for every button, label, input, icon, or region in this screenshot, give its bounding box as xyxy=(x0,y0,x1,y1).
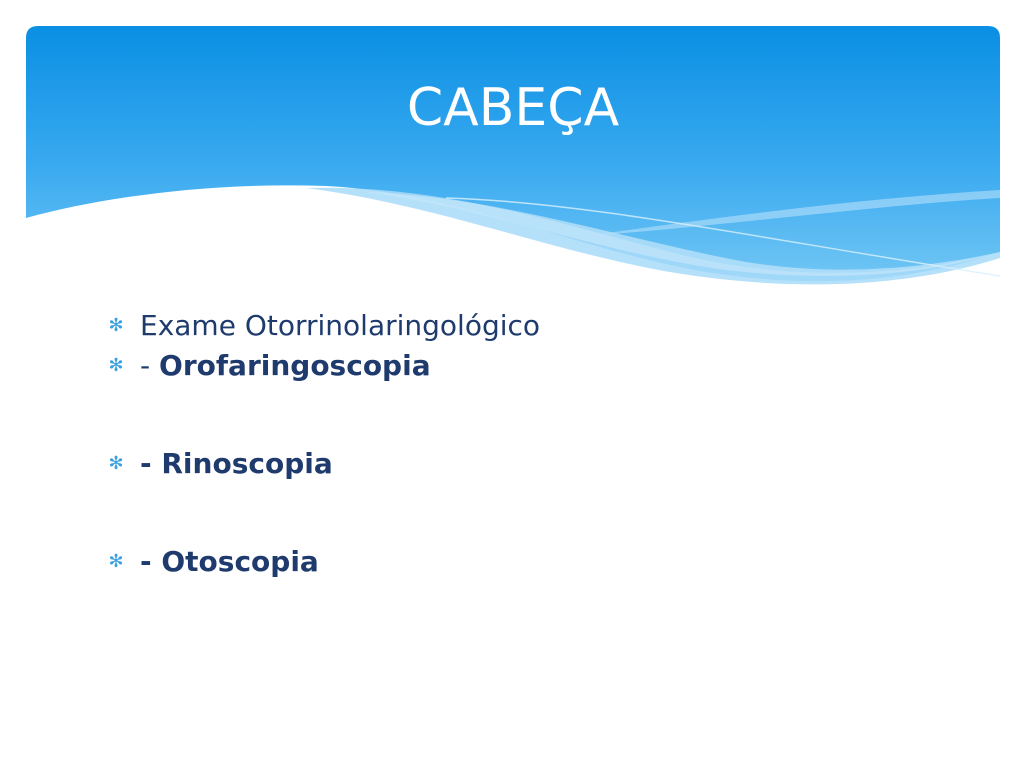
bullet-text-bold: Orofaringoscopia xyxy=(159,349,431,382)
bullet-dash: - xyxy=(140,349,160,382)
bullet-item-orofaringoscopia xyxy=(108,346,928,386)
title-banner xyxy=(26,26,1000,290)
asterisk-bullet-icon: ✻ xyxy=(108,551,124,572)
slide-title: CABEÇA xyxy=(406,78,620,138)
bullet-list xyxy=(108,306,928,582)
bullet-item-rinoscopia xyxy=(108,444,928,484)
bullet-item-exam xyxy=(108,306,928,346)
bullet-item-otoscopia xyxy=(108,542,928,582)
asterisk-bullet-icon: ✻ xyxy=(108,453,124,474)
bullet-text-bold: - Otoscopia xyxy=(140,545,319,578)
asterisk-bullet-icon: ✻ xyxy=(108,315,124,336)
banner-wave-graphic xyxy=(26,26,1000,290)
asterisk-bullet-icon: ✻ xyxy=(108,355,124,376)
bullet-text-bold: - Rinoscopia xyxy=(140,447,333,480)
bullet-text: Exame Otorrinolaringológico xyxy=(140,309,541,342)
